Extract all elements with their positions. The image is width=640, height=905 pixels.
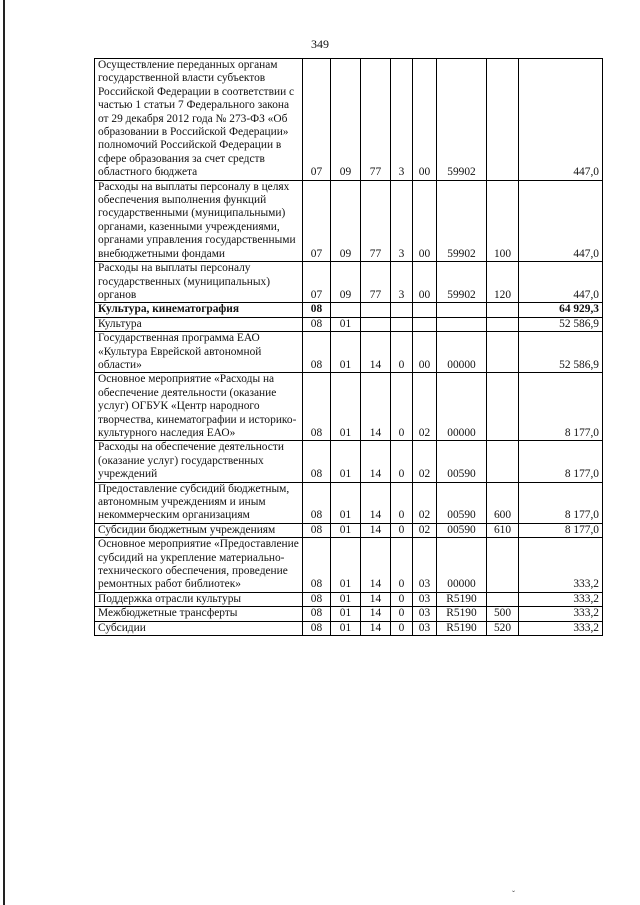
subsection-code-cell: 01 xyxy=(331,523,361,537)
target-article-program-cell: 14 xyxy=(361,621,391,635)
row-name-cell: Культура xyxy=(95,317,303,331)
amount-cell: 64 929,3 xyxy=(519,303,603,317)
section-code-cell: 07 xyxy=(303,262,331,303)
target-article-direction-cell: 00590 xyxy=(437,523,487,537)
target-article-subprogram-cell: 3 xyxy=(391,59,413,181)
target-article-program-cell xyxy=(361,303,391,317)
scan-mark: ˇ xyxy=(512,889,515,899)
amount-cell: 333,2 xyxy=(519,621,603,635)
expense-type-cell xyxy=(487,303,519,317)
target-article-direction-cell: 59902 xyxy=(437,180,487,261)
row-name-cell: Межбюджетные трансферты xyxy=(95,607,303,621)
target-article-subprogram-cell: 0 xyxy=(391,441,413,482)
table-row xyxy=(95,523,603,537)
target-article-activity-cell: 03 xyxy=(413,621,437,635)
subsection-code-cell: 01 xyxy=(331,592,361,606)
target-article-subprogram-cell xyxy=(391,303,413,317)
table-row xyxy=(95,441,603,482)
target-article-activity-cell xyxy=(413,317,437,331)
row-name-cell: Основное мероприятие «Расходы на обеспечение деятельности (оказание услуг) ОГБУК «Центр народного творчества, кинематографии и историко-культурного наследия ЕАО» xyxy=(95,373,303,441)
section-code-cell: 07 xyxy=(303,59,331,181)
subsection-code-cell: 01 xyxy=(331,373,361,441)
subsection-code-cell: 01 xyxy=(331,332,361,373)
scan-edge-line xyxy=(3,0,5,905)
section-code-cell: 07 xyxy=(303,180,331,261)
target-article-direction-cell: R5190 xyxy=(437,592,487,606)
expense-type-cell xyxy=(487,332,519,373)
target-article-activity-cell: 03 xyxy=(413,538,437,593)
target-article-program-cell: 14 xyxy=(361,523,391,537)
target-article-activity-cell: 02 xyxy=(413,373,437,441)
target-article-program-cell: 14 xyxy=(361,592,391,606)
target-article-direction-cell: 00000 xyxy=(437,538,487,593)
subsection-code-cell xyxy=(331,303,361,317)
target-article-subprogram-cell: 0 xyxy=(391,621,413,635)
amount-cell: 447,0 xyxy=(519,262,603,303)
section-code-cell: 08 xyxy=(303,441,331,482)
expense-type-cell: 100 xyxy=(487,180,519,261)
subsection-code-cell: 01 xyxy=(331,482,361,523)
expense-type-cell xyxy=(487,373,519,441)
target-article-activity-cell: 03 xyxy=(413,607,437,621)
table-row xyxy=(95,482,603,523)
target-article-activity-cell: 00 xyxy=(413,59,437,181)
expense-type-cell: 520 xyxy=(487,621,519,635)
target-article-subprogram-cell: 0 xyxy=(391,373,413,441)
amount-cell: 52 586,9 xyxy=(519,332,603,373)
table-row xyxy=(95,621,603,635)
row-name-cell: Расходы на выплаты персоналу государственных (муниципальных) органов xyxy=(95,262,303,303)
target-article-activity-cell: 00 xyxy=(413,262,437,303)
amount-cell: 447,0 xyxy=(519,59,603,181)
row-name-cell: Основное мероприятие «Предоставление субсидий на укрепление материально-технического обеспечения, проведение ремонтных работ библиотек» xyxy=(95,538,303,593)
section-code-cell: 08 xyxy=(303,332,331,373)
target-article-program-cell: 14 xyxy=(361,538,391,593)
table-row xyxy=(95,592,603,606)
section-code-cell: 08 xyxy=(303,538,331,593)
table-row xyxy=(95,317,603,331)
amount-cell: 8 177,0 xyxy=(519,523,603,537)
target-article-program-cell: 14 xyxy=(361,441,391,482)
target-article-activity-cell: 03 xyxy=(413,592,437,606)
row-name-cell: Предоставление субсидий бюджетным, автономным учреждениям и иным некоммерческим организациям xyxy=(95,482,303,523)
target-article-activity-cell xyxy=(413,303,437,317)
subsection-code-cell: 01 xyxy=(331,621,361,635)
table-row xyxy=(95,607,603,621)
table-row xyxy=(95,303,603,317)
amount-cell: 333,2 xyxy=(519,538,603,593)
target-article-program-cell: 14 xyxy=(361,373,391,441)
target-article-subprogram-cell: 0 xyxy=(391,482,413,523)
target-article-direction-cell: 00590 xyxy=(437,441,487,482)
section-code-cell: 08 xyxy=(303,607,331,621)
target-article-direction-cell: R5190 xyxy=(437,607,487,621)
table-row xyxy=(95,332,603,373)
budget-table xyxy=(94,58,603,636)
target-article-direction-cell xyxy=(437,317,487,331)
target-article-subprogram-cell xyxy=(391,317,413,331)
expense-type-cell xyxy=(487,592,519,606)
subsection-code-cell: 01 xyxy=(331,607,361,621)
target-article-program-cell xyxy=(361,317,391,331)
subsection-code-cell: 09 xyxy=(331,59,361,181)
expense-type-cell: 600 xyxy=(487,482,519,523)
expense-type-cell xyxy=(487,59,519,181)
target-article-subprogram-cell: 0 xyxy=(391,607,413,621)
table-row xyxy=(95,262,603,303)
target-article-subprogram-cell: 3 xyxy=(391,262,413,303)
amount-cell: 8 177,0 xyxy=(519,373,603,441)
amount-cell: 333,2 xyxy=(519,607,603,621)
row-name-cell: Осуществление переданных органам государственной власти субъектов Российской Федерации в соответствии с частью 1 статьи 7 Федерального закона от 29 декабря 2012 года № 273-ФЗ «Об образовании в Российской Федерации» полномочий Российской Федерации в сфере образования за счет средств областного бюджета xyxy=(95,59,303,181)
target-article-activity-cell: 02 xyxy=(413,482,437,523)
target-article-direction-cell: 59902 xyxy=(437,262,487,303)
expense-type-cell xyxy=(487,538,519,593)
subsection-code-cell: 01 xyxy=(331,538,361,593)
amount-cell: 8 177,0 xyxy=(519,482,603,523)
table-row xyxy=(95,538,603,593)
target-article-subprogram-cell: 0 xyxy=(391,538,413,593)
amount-cell: 8 177,0 xyxy=(519,441,603,482)
subsection-code-cell: 01 xyxy=(331,441,361,482)
table-row xyxy=(95,373,603,441)
target-article-subprogram-cell: 0 xyxy=(391,523,413,537)
target-article-program-cell: 14 xyxy=(361,607,391,621)
section-code-cell: 08 xyxy=(303,303,331,317)
subsection-code-cell: 01 xyxy=(331,317,361,331)
table-row xyxy=(95,59,603,181)
target-article-direction-cell: 59902 xyxy=(437,59,487,181)
target-article-direction-cell: R5190 xyxy=(437,621,487,635)
target-article-direction-cell xyxy=(437,303,487,317)
section-code-cell: 08 xyxy=(303,317,331,331)
target-article-program-cell: 14 xyxy=(361,332,391,373)
section-code-cell: 08 xyxy=(303,523,331,537)
target-article-program-cell: 77 xyxy=(361,59,391,181)
table-row xyxy=(95,180,603,261)
amount-cell: 447,0 xyxy=(519,180,603,261)
target-article-program-cell: 77 xyxy=(361,180,391,261)
row-name-cell: Государственная программа ЕАО «Культура Еврейской автономной области» xyxy=(95,332,303,373)
subsection-code-cell: 09 xyxy=(331,180,361,261)
target-article-activity-cell: 02 xyxy=(413,523,437,537)
target-article-activity-cell: 00 xyxy=(413,180,437,261)
target-article-activity-cell: 02 xyxy=(413,441,437,482)
amount-cell: 52 586,9 xyxy=(519,317,603,331)
row-name-cell: Расходы на выплаты персоналу в целях обеспечения выполнения функций государственными (муниципальными) органами, казенными учреждениями, органами управления государственными внебюджетными фондами xyxy=(95,180,303,261)
section-code-cell: 08 xyxy=(303,621,331,635)
row-name-cell: Субсидии xyxy=(95,621,303,635)
target-article-subprogram-cell: 3 xyxy=(391,180,413,261)
section-code-cell: 08 xyxy=(303,592,331,606)
target-article-direction-cell: 00000 xyxy=(437,373,487,441)
section-code-cell: 08 xyxy=(303,373,331,441)
amount-cell: 333,2 xyxy=(519,592,603,606)
target-article-subprogram-cell: 0 xyxy=(391,332,413,373)
expense-type-cell: 120 xyxy=(487,262,519,303)
target-article-direction-cell: 00000 xyxy=(437,332,487,373)
page-number: 349 xyxy=(311,37,329,51)
row-name-cell: Расходы на обеспечение деятельности (оказание услуг) государственных учреждений xyxy=(95,441,303,482)
row-name-cell: Субсидии бюджетным учреждениям xyxy=(95,523,303,537)
target-article-subprogram-cell: 0 xyxy=(391,592,413,606)
expense-type-cell: 610 xyxy=(487,523,519,537)
row-name-cell: Поддержка отрасли культуры xyxy=(95,592,303,606)
target-article-program-cell: 77 xyxy=(361,262,391,303)
target-article-activity-cell: 00 xyxy=(413,332,437,373)
expense-type-cell xyxy=(487,317,519,331)
row-name-cell: Культура, кинематография xyxy=(95,303,303,317)
expense-type-cell xyxy=(487,441,519,482)
target-article-program-cell: 14 xyxy=(361,482,391,523)
expense-type-cell: 500 xyxy=(487,607,519,621)
target-article-direction-cell: 00590 xyxy=(437,482,487,523)
subsection-code-cell: 09 xyxy=(331,262,361,303)
section-code-cell: 08 xyxy=(303,482,331,523)
